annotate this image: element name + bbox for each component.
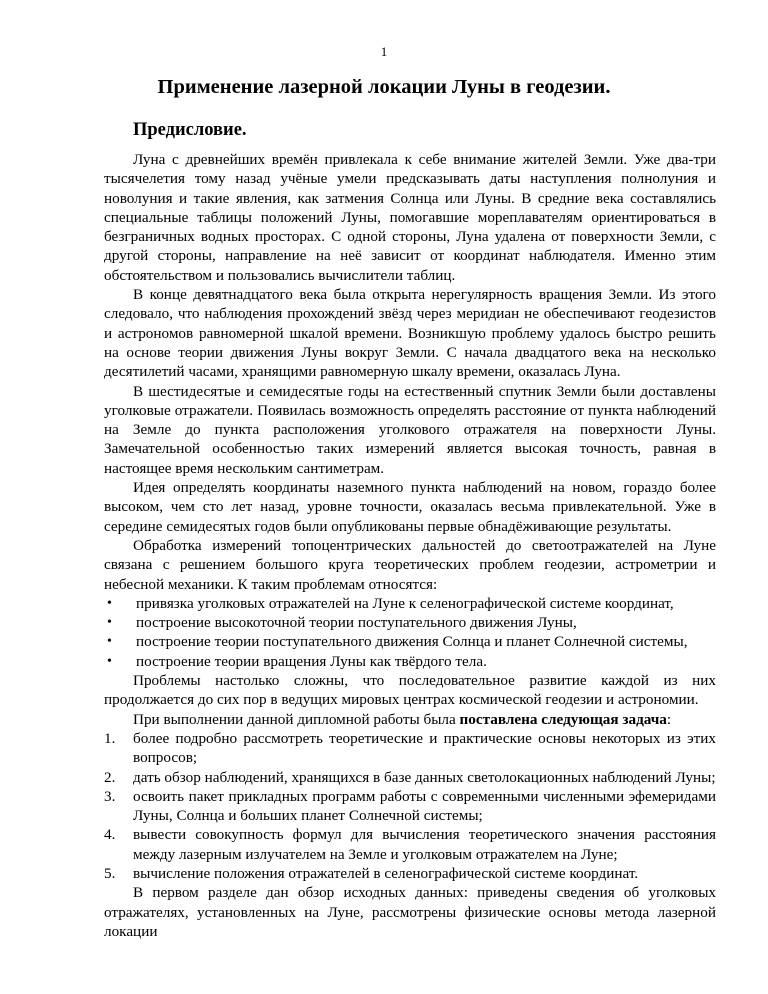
list-number: 5.: [104, 864, 116, 882]
task-intro-paragraph: [104, 710, 716, 729]
page-number: 1: [380, 44, 388, 59]
list-item-text: освоить пакет прикладных программ работы с современными численными эфемеридами Луны, Солнца и больших планет Солнечной системы;: [133, 787, 716, 825]
list-item-text: дать обзор наблюдений, хранящихся в базе данных светолокационных наблюдений Луны;: [133, 768, 716, 786]
list-item: [104, 825, 716, 864]
list-item: [104, 613, 716, 632]
paragraph: В конце девятнадцатого века была открыта нерегулярность вращения Земли. Из этого следовало, что наблюдения прохождений звёзд через меридиан не обеспечивают геодезистов и астрономов равномерной шкалой времени. Возникшую проблему удалось быстро решить на основе теории движения Луны вокруг Земли. С начала двадцатого века на несколько десятилетий часами, хранящими равномерную шкалу времени, оказалась Луна.: [104, 286, 716, 381]
paragraph: В шестидесятые и семидесятые годы на естественный спутник Земли были доставлены уголковые отражатели. Появилась возможность определять расстояние от пункта наблюдений на Земле до пункта расположения уголкового отражателя на поверхности Луны. Замечательной особенностью таких измерений является высокая точность, равная в настоящее время нескольким сантиметрам.: [104, 382, 716, 477]
list-item-text: привязка уголковых отражателей на Луне к селенографической системе координат,: [136, 594, 674, 612]
numbered-list: [104, 729, 716, 883]
list-item-text: более подробно рассмотреть теоретические и практические основы некоторых из этих вопросов;: [133, 729, 716, 767]
list-item: [104, 864, 716, 883]
list-number: 3.: [104, 787, 116, 805]
bullet-marker: •: [107, 595, 112, 611]
document-title: Применение лазерной локации Луны в геодезии.: [157, 76, 611, 98]
list-number: 4.: [104, 826, 116, 844]
paragraph: Обработка измерений топоцентрических дальностей до светоотражателей на Луне связана с решением большого круга теоретических проблем геодезии, астрометрии и небесной механики. К таким проблемам относятся:: [104, 536, 716, 593]
bullet-marker: •: [107, 615, 112, 631]
section-heading: Предисловие.: [133, 120, 247, 140]
list-item-text: вычисление положения отражателей в селенографической системе координат.: [133, 864, 639, 882]
document-body: [104, 150, 716, 941]
bullet-list: [104, 594, 716, 671]
paragraph: В первом разделе дан обзор исходных данных: приведены сведения об уголковых отражателях, установленных на Луне, рассмотрены физические основы метода лазерной локации: [104, 884, 716, 940]
list-item-text: вывести совокупность формул для вычисления теоретического значения расстояния между лазерным излучателем на Земле и уголковым отражателем на Луне;: [133, 826, 716, 863]
list-item-text: построение теории поступательного движения Солнца и планет Солнечной системы,: [136, 633, 688, 651]
task-emphasis: поставлена следующая задача: [459, 710, 667, 728]
task-intro-colon: :: [666, 710, 672, 728]
list-item: [104, 652, 716, 671]
paragraph: Луна с древнейших времён привлекала к себе внимание жителей Земли. Уже два-три тысячелетия тому назад учёные умели предсказывать даты наступления полнолуния и новолуния и такие явления, как затмения Солнца или Луны. В средние века составлялись специальные таблицы положений Луны, помогавшие мореплавателям ориентироваться в безграничных водных просторах. С одной стороны, Луна удалена от поверхности Земли, с другой стороны, направление на неё зависит от координат наблюдателя. Именно этим обстоятельством и пользовались вычислители таблиц.: [104, 151, 716, 284]
list-item: [104, 729, 716, 768]
list-item: [104, 594, 716, 613]
list-item-text: построение высокоточной теории поступательного движения Луны,: [136, 614, 577, 632]
paragraph: Проблемы настолько сложны, что последовательное развитие каждой из них продолжается до сих пор в ведущих мировых центрах космической геодезии и астрономии.: [104, 672, 716, 709]
bullet-marker: •: [107, 634, 112, 650]
list-item: [104, 787, 716, 826]
list-number: 1.: [104, 729, 116, 747]
bullet-marker: •: [107, 653, 112, 669]
paragraph: Идея определять координаты наземного пункта наблюдений на новом, гораздо более высоком, чем сто лет назад, уровне точности, оказалась весьма привлекательной. Уже в середине семидесятых годов были опубликованы первые обнадёживающие результаты.: [104, 479, 716, 535]
task-intro-text: При выполнении данной дипломной работы была: [133, 710, 460, 728]
list-number: 2.: [104, 768, 116, 786]
list-item: [104, 632, 716, 651]
list-item-text: построение теории вращения Луны как твёрдого тела.: [136, 652, 487, 670]
list-item: [104, 768, 716, 787]
